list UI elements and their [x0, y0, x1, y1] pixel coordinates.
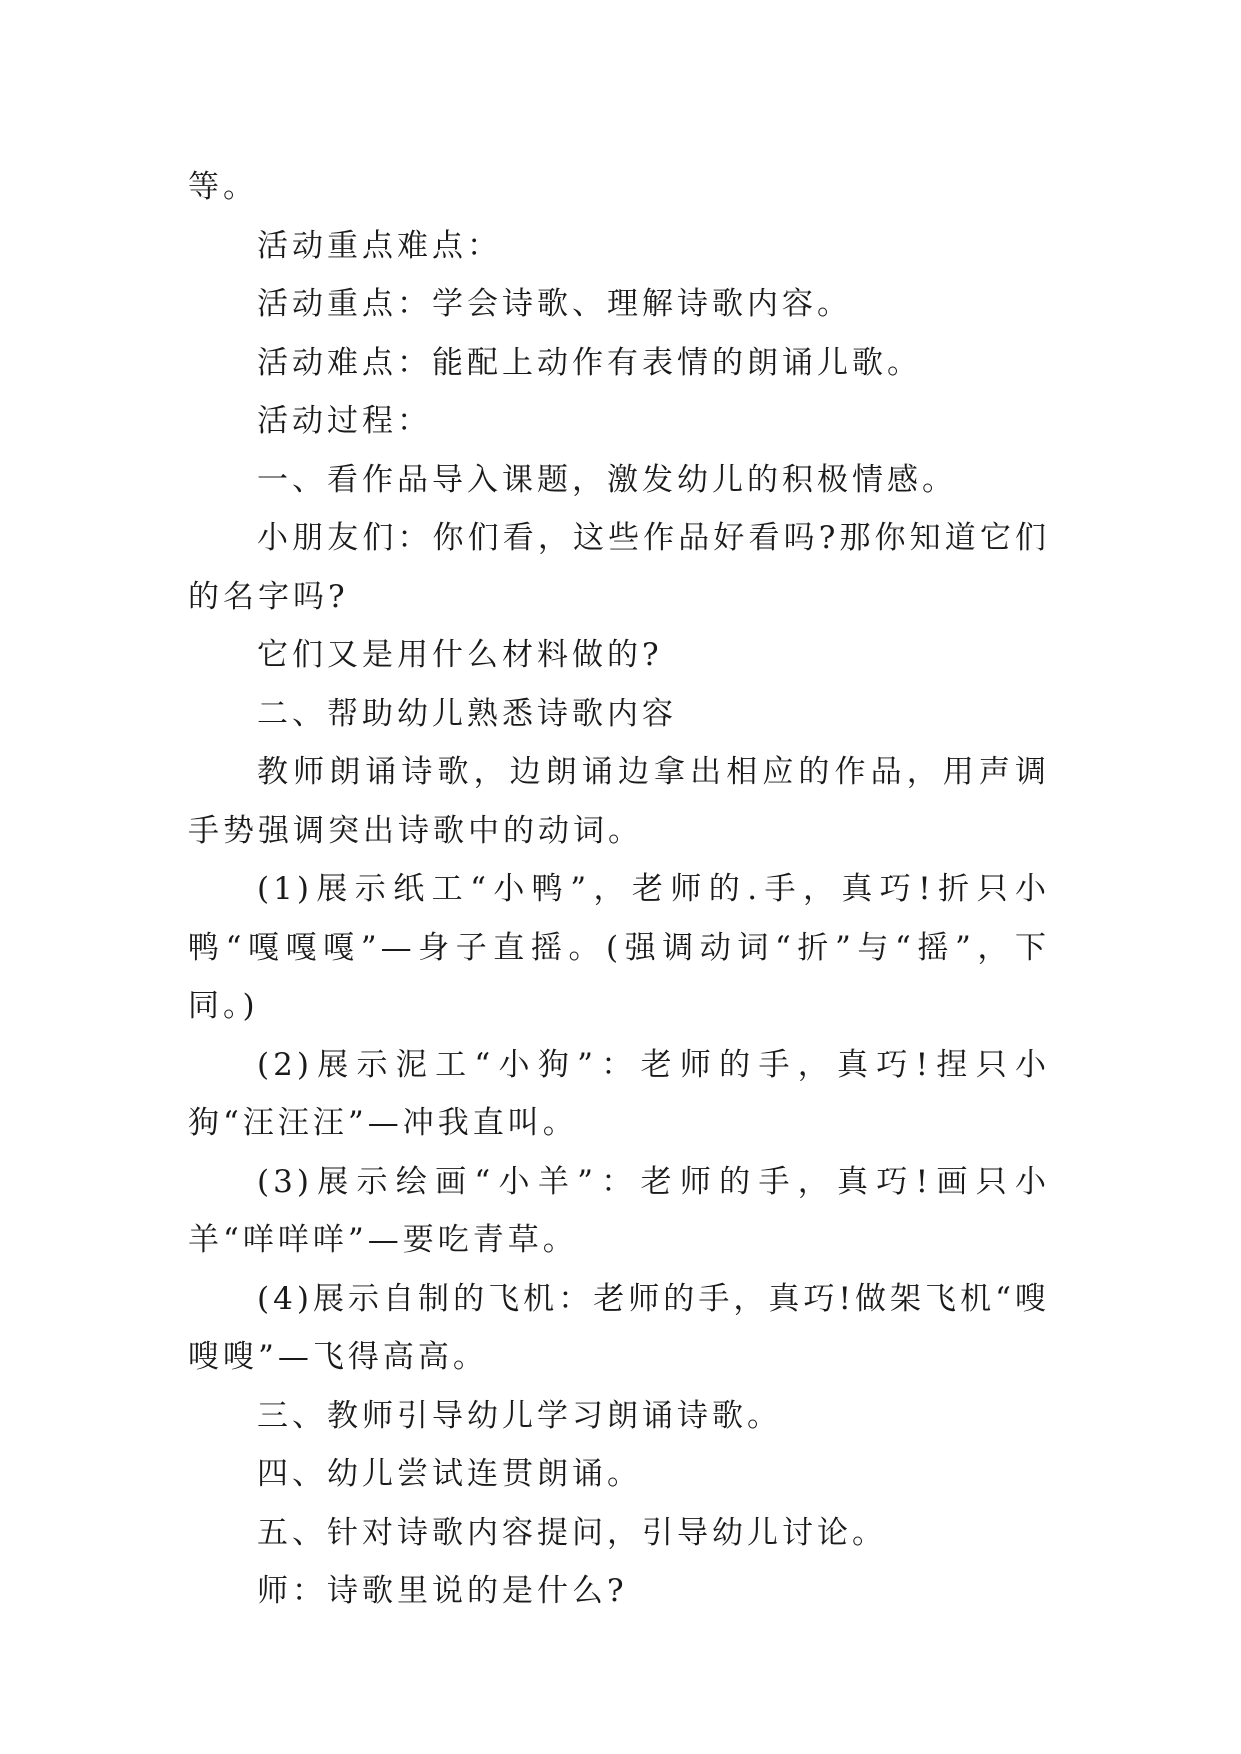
- paragraph: (1)展示纸工“小鸭”，老师的.手，真巧!折只小鸭“嘎嘎嘎”—身子直摇。(强调动词“折”与“摇”，下同。): [188, 871, 1050, 1024]
- paragraph: 师：诗歌里说的是什么?: [257, 1573, 628, 1609]
- paragraph: 五、针对诗歌内容提问，引导幼儿讨论。: [257, 1514, 887, 1551]
- paragraph: 四、幼儿尝试连贯朗诵。: [257, 1456, 642, 1492]
- paragraph: 二、帮助幼儿熟悉诗歌内容: [257, 695, 677, 732]
- paragraph: 它们又是用什么材料做的?: [257, 637, 663, 673]
- paragraph: 小朋友们：你们看，这些作品好看吗?那你知道它们的名字吗?: [188, 520, 1050, 615]
- paragraph: 教师朗诵诗歌，边朗诵边拿出相应的作品，用声调手势强调突出诗歌中的动词。: [188, 754, 1050, 849]
- paragraph: (3)展示绘画“小羊”：老师的手，真巧!画只小羊“咩咩咩”—要吃青草。: [188, 1163, 1050, 1258]
- paragraph: (2)展示泥工“小狗”：老师的手，真巧!捏只小狗“汪汪汪”—冲我直叫。: [188, 1046, 1050, 1141]
- paragraph: 一、看作品导入课题，激发幼儿的积极情感。: [257, 461, 957, 498]
- paragraph: 三、教师引导幼儿学习朗诵诗歌。: [257, 1397, 782, 1434]
- document-body: [188, 158, 1050, 1621]
- paragraph: 活动过程：: [257, 403, 432, 439]
- paragraph: 活动重点：学会诗歌、理解诗歌内容。: [257, 286, 852, 322]
- paragraph: 活动难点：能配上动作有表情的朗诵儿歌。: [257, 344, 922, 381]
- paragraph: 等。: [188, 169, 258, 205]
- paragraph: (4)展示自制的飞机：老师的手，真巧!做架飞机“嗖嗖嗖”—飞得高高。: [188, 1280, 1050, 1375]
- paragraph: 活动重点难点：: [257, 227, 502, 264]
